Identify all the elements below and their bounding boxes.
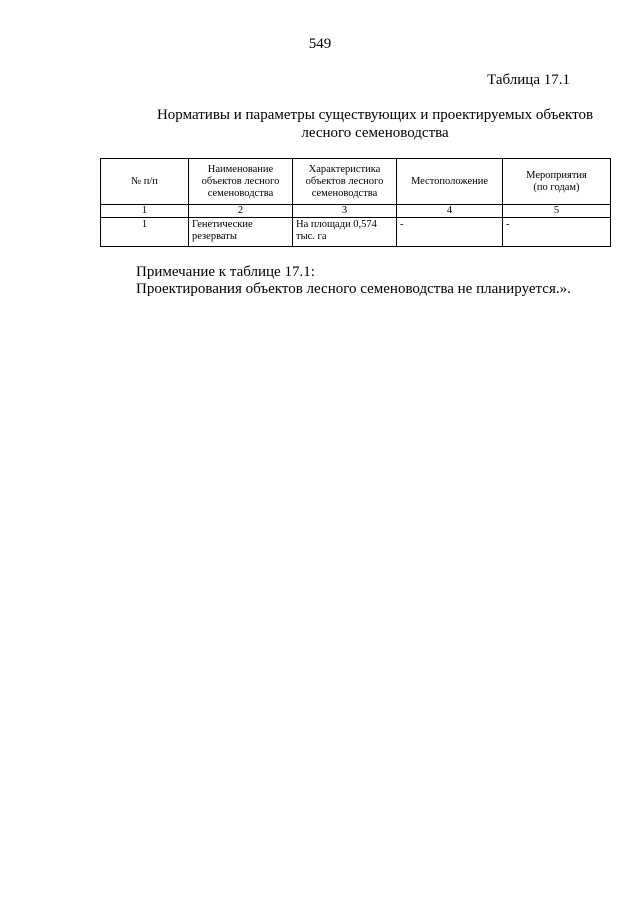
header-characteristic-line-3: семеноводства [311, 187, 378, 199]
seed-objects-table [100, 158, 611, 247]
row-name-cell [189, 218, 293, 247]
page-number: 549 [308, 36, 332, 52]
row-name-line-2: резерваты [192, 231, 237, 242]
header-measures [503, 159, 611, 205]
header-characteristic-line-2: объектов лесного [305, 175, 384, 187]
header-measures-line-1: Мероприятия [526, 169, 587, 181]
column-number-1: 1 [101, 205, 189, 218]
column-number-4: 4 [397, 205, 503, 218]
header-number-line: № п/п [131, 175, 158, 187]
table-row [101, 218, 611, 247]
column-number-2: 2 [189, 205, 293, 218]
table-note [136, 264, 616, 298]
column-number-5: 5 [503, 205, 611, 218]
row-number-cell: 1 [101, 218, 189, 247]
note-heading: Примечание к таблице 17.1: [136, 264, 315, 280]
row-characteristic-line-1: На площади 0,574 [296, 219, 377, 230]
header-characteristic [293, 159, 397, 205]
column-number-row [101, 205, 611, 218]
header-name-line-3: семеноводства [207, 187, 274, 199]
table-title-line-1: Нормативы и параметры существующих и проектируемых объектов [156, 107, 594, 123]
header-location-line: Местоположение [410, 175, 489, 187]
row-measures-cell: - [503, 218, 611, 247]
header-characteristic-line-1: Характеристика [308, 163, 381, 175]
table-title [130, 106, 620, 142]
column-number-3: 3 [293, 205, 397, 218]
table-header-row [101, 159, 611, 205]
row-characteristic-cell [293, 218, 397, 247]
table-title-line-2: лесного семеноводства [301, 125, 449, 141]
row-characteristic-line-2: тыс. га [296, 231, 327, 242]
row-name-line-1: Генетические [192, 219, 253, 230]
row-location-cell: - [397, 218, 503, 247]
table-label: Таблица 17.1 [487, 72, 570, 88]
header-number [101, 159, 189, 205]
header-name-line-2: объектов лесного [201, 175, 280, 187]
header-name [189, 159, 293, 205]
header-location [397, 159, 503, 205]
note-text: Проектирования объектов лесного семеноводства не планируется.». [136, 281, 571, 297]
header-measures-line-2: (по годам) [533, 181, 580, 193]
header-name-line-1: Наименование [207, 163, 274, 175]
